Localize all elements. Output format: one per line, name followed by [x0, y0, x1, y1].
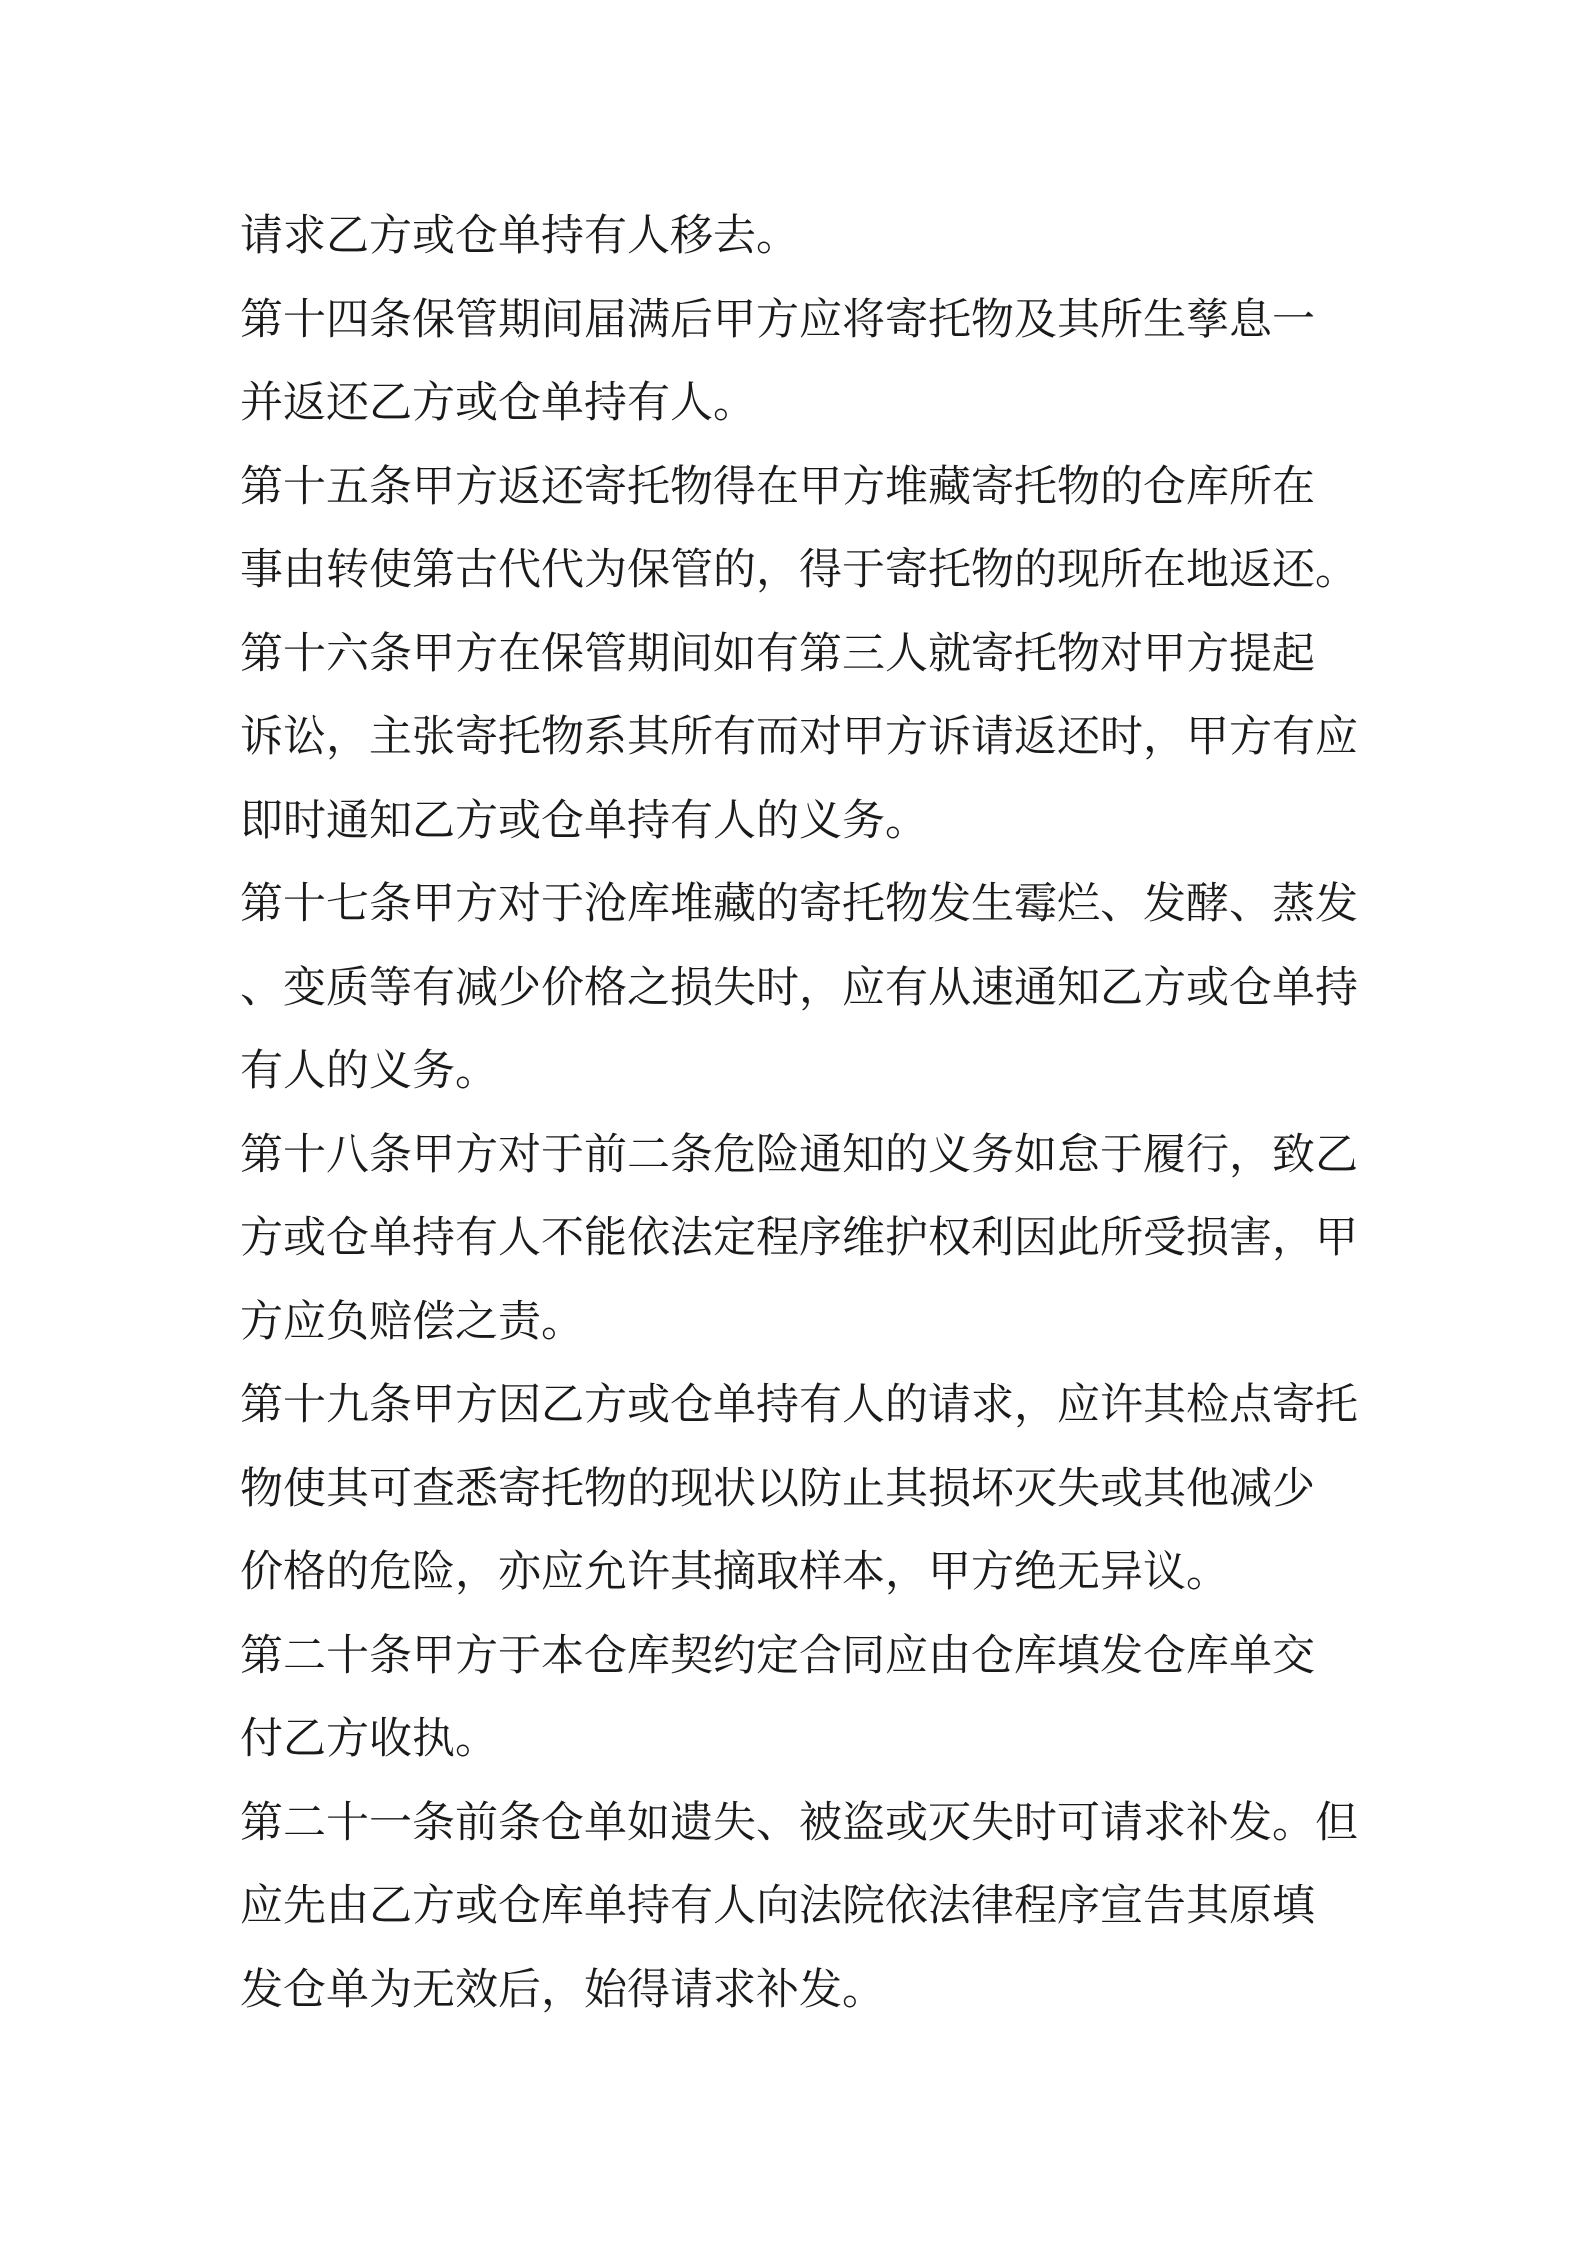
text-line: 第十八条甲方对于前二条危险通知的义务如怠于履行，致乙 [240, 1129, 1358, 1180]
text-line: 第十九条甲方因乙方或仓单持有人的请求，应许其检点寄托 [240, 1380, 1358, 1430]
text-line: 第十七条甲方对于沧库堆藏的寄托物发生霉烂、发酵、蒸发 [240, 879, 1358, 929]
text-line: 价格的危险，亦应允许其摘取样本，甲方绝无异议。 [240, 1547, 1229, 1597]
text-line: 诉讼，主张寄托物系其所有而对甲方诉请返还时，甲方有应 [240, 712, 1358, 762]
text-line: 第二十一条前条仓单如遗失、被盗或灭失时可请求补发。但 [240, 1797, 1358, 1848]
contract-text [240, 195, 1360, 2032]
text-line: 方或仓单持有人不能依法定程序维护权利因此所受损害，甲 [240, 1213, 1358, 1263]
text-line: 应先由乙方或仓库单持有人向法院依法律程序宣告其原填 [240, 1881, 1315, 1931]
text-line: 物使其可查悉寄托物的现状以防止其损坏灭失或其他减少 [240, 1463, 1315, 1514]
text-line: 第十六条甲方在保管期间如有第三人就寄托物对甲方提起 [240, 628, 1315, 679]
text-line: 事由转使第古代代为保管的，得于寄托物的现所在地返还。 [240, 545, 1358, 595]
text-line: 方应负赔偿之责。 [240, 1296, 584, 1347]
text-line: 并返还乙方或仓单持有人。 [240, 378, 756, 428]
text-line: 第十四条保管期间届满后甲方应将寄托物及其所生孳息一 [240, 294, 1315, 345]
text-line: 付乙方收执。 [240, 1714, 498, 1764]
text-line: 第二十条甲方于本仓库契约定合同应由仓库填发仓库单交 [240, 1630, 1315, 1681]
text-line: 即时通知乙方或仓单持有人的义务。 [240, 795, 928, 846]
text-line: 有人的义务。 [240, 1046, 498, 1096]
text-line: 第十五条甲方返还寄托物得在甲方堆藏寄托物的仓库所在 [240, 461, 1315, 512]
text-line: 请求乙方或仓单持有人移去。 [240, 211, 799, 261]
text-line: 、变质等有减少价格之损失时，应有从速通知乙方或仓单持 [240, 962, 1358, 1013]
text-line: 发仓单为无效后，始得请求补发。 [240, 1964, 885, 2015]
